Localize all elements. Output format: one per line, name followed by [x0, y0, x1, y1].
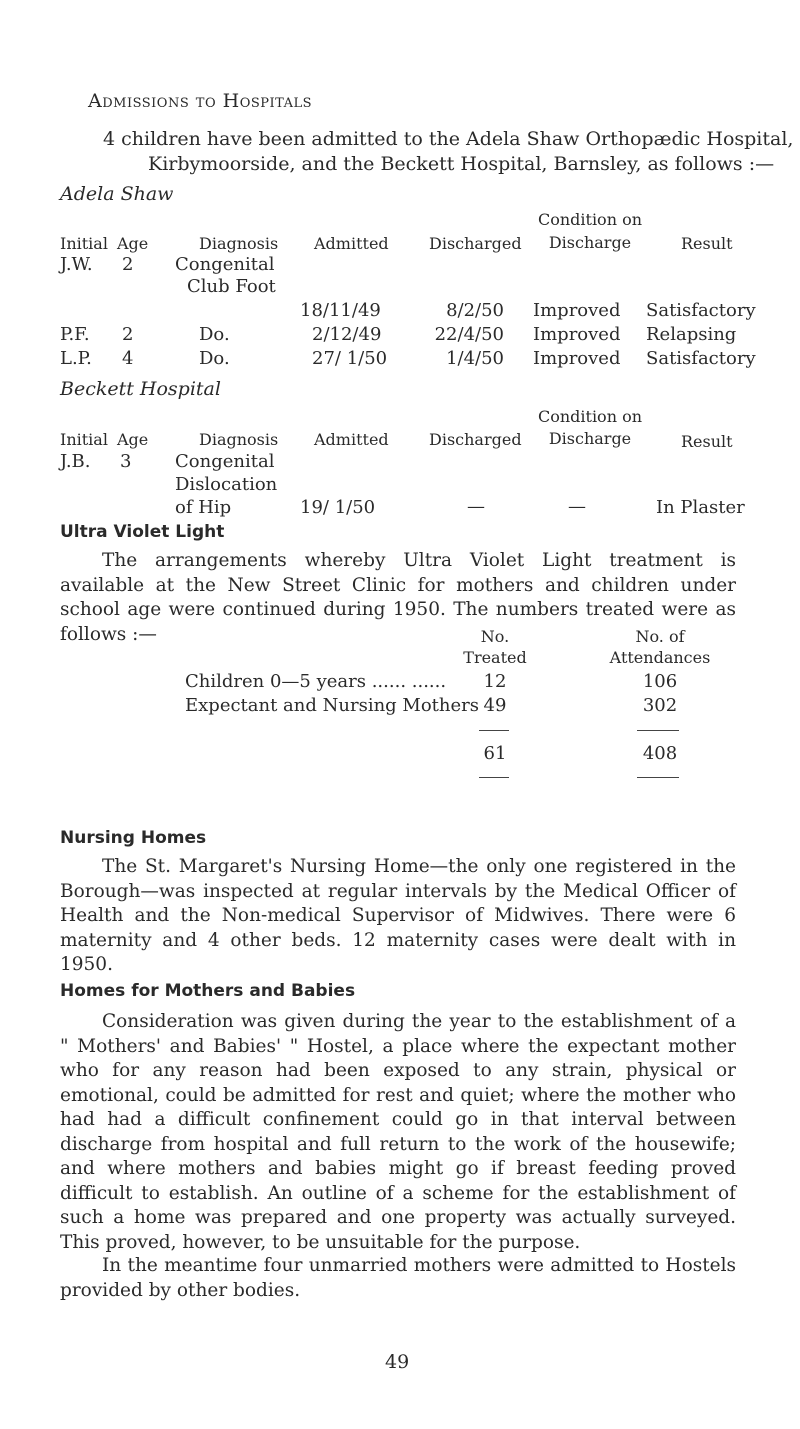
- header-discharged: Discharged: [429, 430, 522, 449]
- header-initial: Initial: [60, 430, 108, 449]
- row-condition: —: [568, 496, 586, 517]
- row-discharged: 1/4/50: [446, 348, 504, 369]
- homes-text-2: In the meantime four unmarried mothers were admitted to Hostels provided by other bodies.: [60, 1255, 736, 1301]
- uv-row-label: Expectant and Nursing Mothers: [185, 695, 479, 716]
- row-initial: L.P.: [60, 348, 92, 369]
- row-admitted: 19/ 1/50: [300, 497, 376, 518]
- header-result: Result: [681, 432, 733, 451]
- row-diagnosis-cont2: of Hip: [175, 497, 232, 518]
- row-diagnosis: Congenital: [175, 451, 275, 472]
- row-condition: Improved: [533, 324, 621, 345]
- row-result: Relapsing: [646, 324, 737, 345]
- row-age: 2: [122, 254, 134, 275]
- homes-text-1: Consideration was given during the year to the establishment of a " Mothers' and Babies' " Hostel, a place where the expectant mother who for any reason had been exposed to any strain, physical or emotional, could be admitted for rest and quiet; where the mother who had had a difficult confinement could go in that interval between discharge from hospital and full return to the work of the housewife; and where mothers and babies might go if breast feeding proved difficult to establish. An outline of a scheme for the establishment of such a home was prepared and one property was actually surveyed. This proved, however, to be unsuitable for the purpose.: [60, 1011, 736, 1253]
- homes-paragraph-1: [60, 1010, 736, 1255]
- admissions-intro-line2: Kirbymoorside, and the Beckett Hospital, Barnsley, as follows :—: [148, 153, 775, 175]
- row-admitted: 27/ 1/50: [312, 348, 388, 369]
- uv-col1-header-2: Treated: [463, 648, 527, 667]
- uv-rule-attend-top: [637, 730, 679, 731]
- row-diagnosis-cont: Club Foot: [187, 276, 276, 297]
- row-result: Satisfactory: [646, 348, 756, 369]
- row-result: Satisfactory: [646, 300, 756, 321]
- header-diagnosis: Diagnosis: [199, 234, 279, 253]
- row-admitted: 2/12/49: [312, 324, 382, 345]
- row-initial: J.B.: [60, 451, 91, 472]
- admissions-heading: Admissions to Hospitals: [88, 90, 313, 112]
- uv-total-treated: 61: [483, 743, 507, 764]
- uv-heading: Ultra Violet Light: [60, 522, 225, 542]
- row-condition: Improved: [533, 300, 621, 321]
- row-age: 2: [122, 324, 134, 345]
- row-age: 4: [122, 348, 134, 369]
- header-diagnosis: Diagnosis: [199, 430, 279, 449]
- header-age: Age: [117, 234, 149, 253]
- nursing-paragraph: [60, 855, 736, 978]
- homes-heading: Homes for Mothers and Babies: [60, 981, 356, 1001]
- row-diagnosis: Congenital: [175, 254, 275, 275]
- uv-row-attendances: 106: [642, 671, 678, 692]
- uv-total-attendances: 408: [642, 743, 678, 764]
- header-result: Result: [681, 234, 733, 253]
- row-diagnosis-cont: Dislocation: [175, 474, 278, 495]
- header-condition-1: Condition on: [537, 210, 643, 229]
- adela-shaw-title: Adela Shaw: [60, 183, 174, 205]
- uv-col2-header-1: No. of: [635, 627, 685, 646]
- header-initial: Initial: [60, 234, 108, 253]
- uv-rule-attend-bottom: [637, 777, 679, 778]
- uv-text: The arrangements whereby Ultra Violet Light treatment is available at the New Street Clinic for mothers and children under school age were continued during 1950. The numbers treated were as follows :—: [60, 550, 736, 645]
- admissions-intro-line1: 4 children have been admitted to the Adela Shaw Orthopædic Hospital,: [103, 128, 794, 150]
- uv-row-attendances: 302: [642, 695, 678, 716]
- header-condition-1: Condition on: [537, 407, 643, 426]
- uv-col2-header-2: Attendances: [609, 648, 711, 667]
- uv-row-treated: 12: [483, 671, 507, 692]
- uv-col1-header-1: No.: [480, 627, 510, 646]
- header-discharged: Discharged: [429, 234, 522, 253]
- row-age: 3: [120, 451, 132, 472]
- header-admitted: Admitted: [314, 430, 389, 449]
- row-discharged: 22/4/50: [434, 324, 504, 345]
- header-condition-2: Discharge: [548, 429, 632, 448]
- uv-rule-treated-bottom: [479, 777, 509, 778]
- row-initial: J.W.: [60, 254, 93, 275]
- uv-row-treated: 49: [483, 695, 507, 716]
- header-condition-2: Discharge: [548, 233, 632, 252]
- row-initial: P.F.: [60, 324, 90, 345]
- header-admitted: Admitted: [314, 234, 389, 253]
- row-diagnosis: Do.: [199, 324, 230, 345]
- row-result: In Plaster: [656, 497, 745, 518]
- uv-rule-treated-top: [479, 730, 509, 731]
- row-admitted: 18/11/49: [300, 300, 381, 321]
- nursing-heading: Nursing Homes: [60, 828, 207, 848]
- row-discharged: —: [467, 496, 485, 517]
- row-condition: Improved: [533, 348, 621, 369]
- header-age: Age: [117, 430, 149, 449]
- uv-row-label: Children 0—5 years ...... ......: [185, 671, 447, 692]
- row-diagnosis: Do.: [199, 348, 230, 369]
- row-discharged: 8/2/50: [446, 300, 504, 321]
- homes-paragraph-2: [60, 1254, 736, 1303]
- nursing-text: The St. Margaret's Nursing Home—the only one registered in the Borough—was inspected at regular intervals by the Medical Officer of Health and the Non-medical Supervisor of Midwives. There were 6 maternity and 4 other beds. 12 maternity cases were dealt with in 1950.: [60, 856, 736, 975]
- page-number: 49: [385, 1351, 410, 1373]
- beckett-hospital-title: Beckett Hospital: [60, 378, 221, 400]
